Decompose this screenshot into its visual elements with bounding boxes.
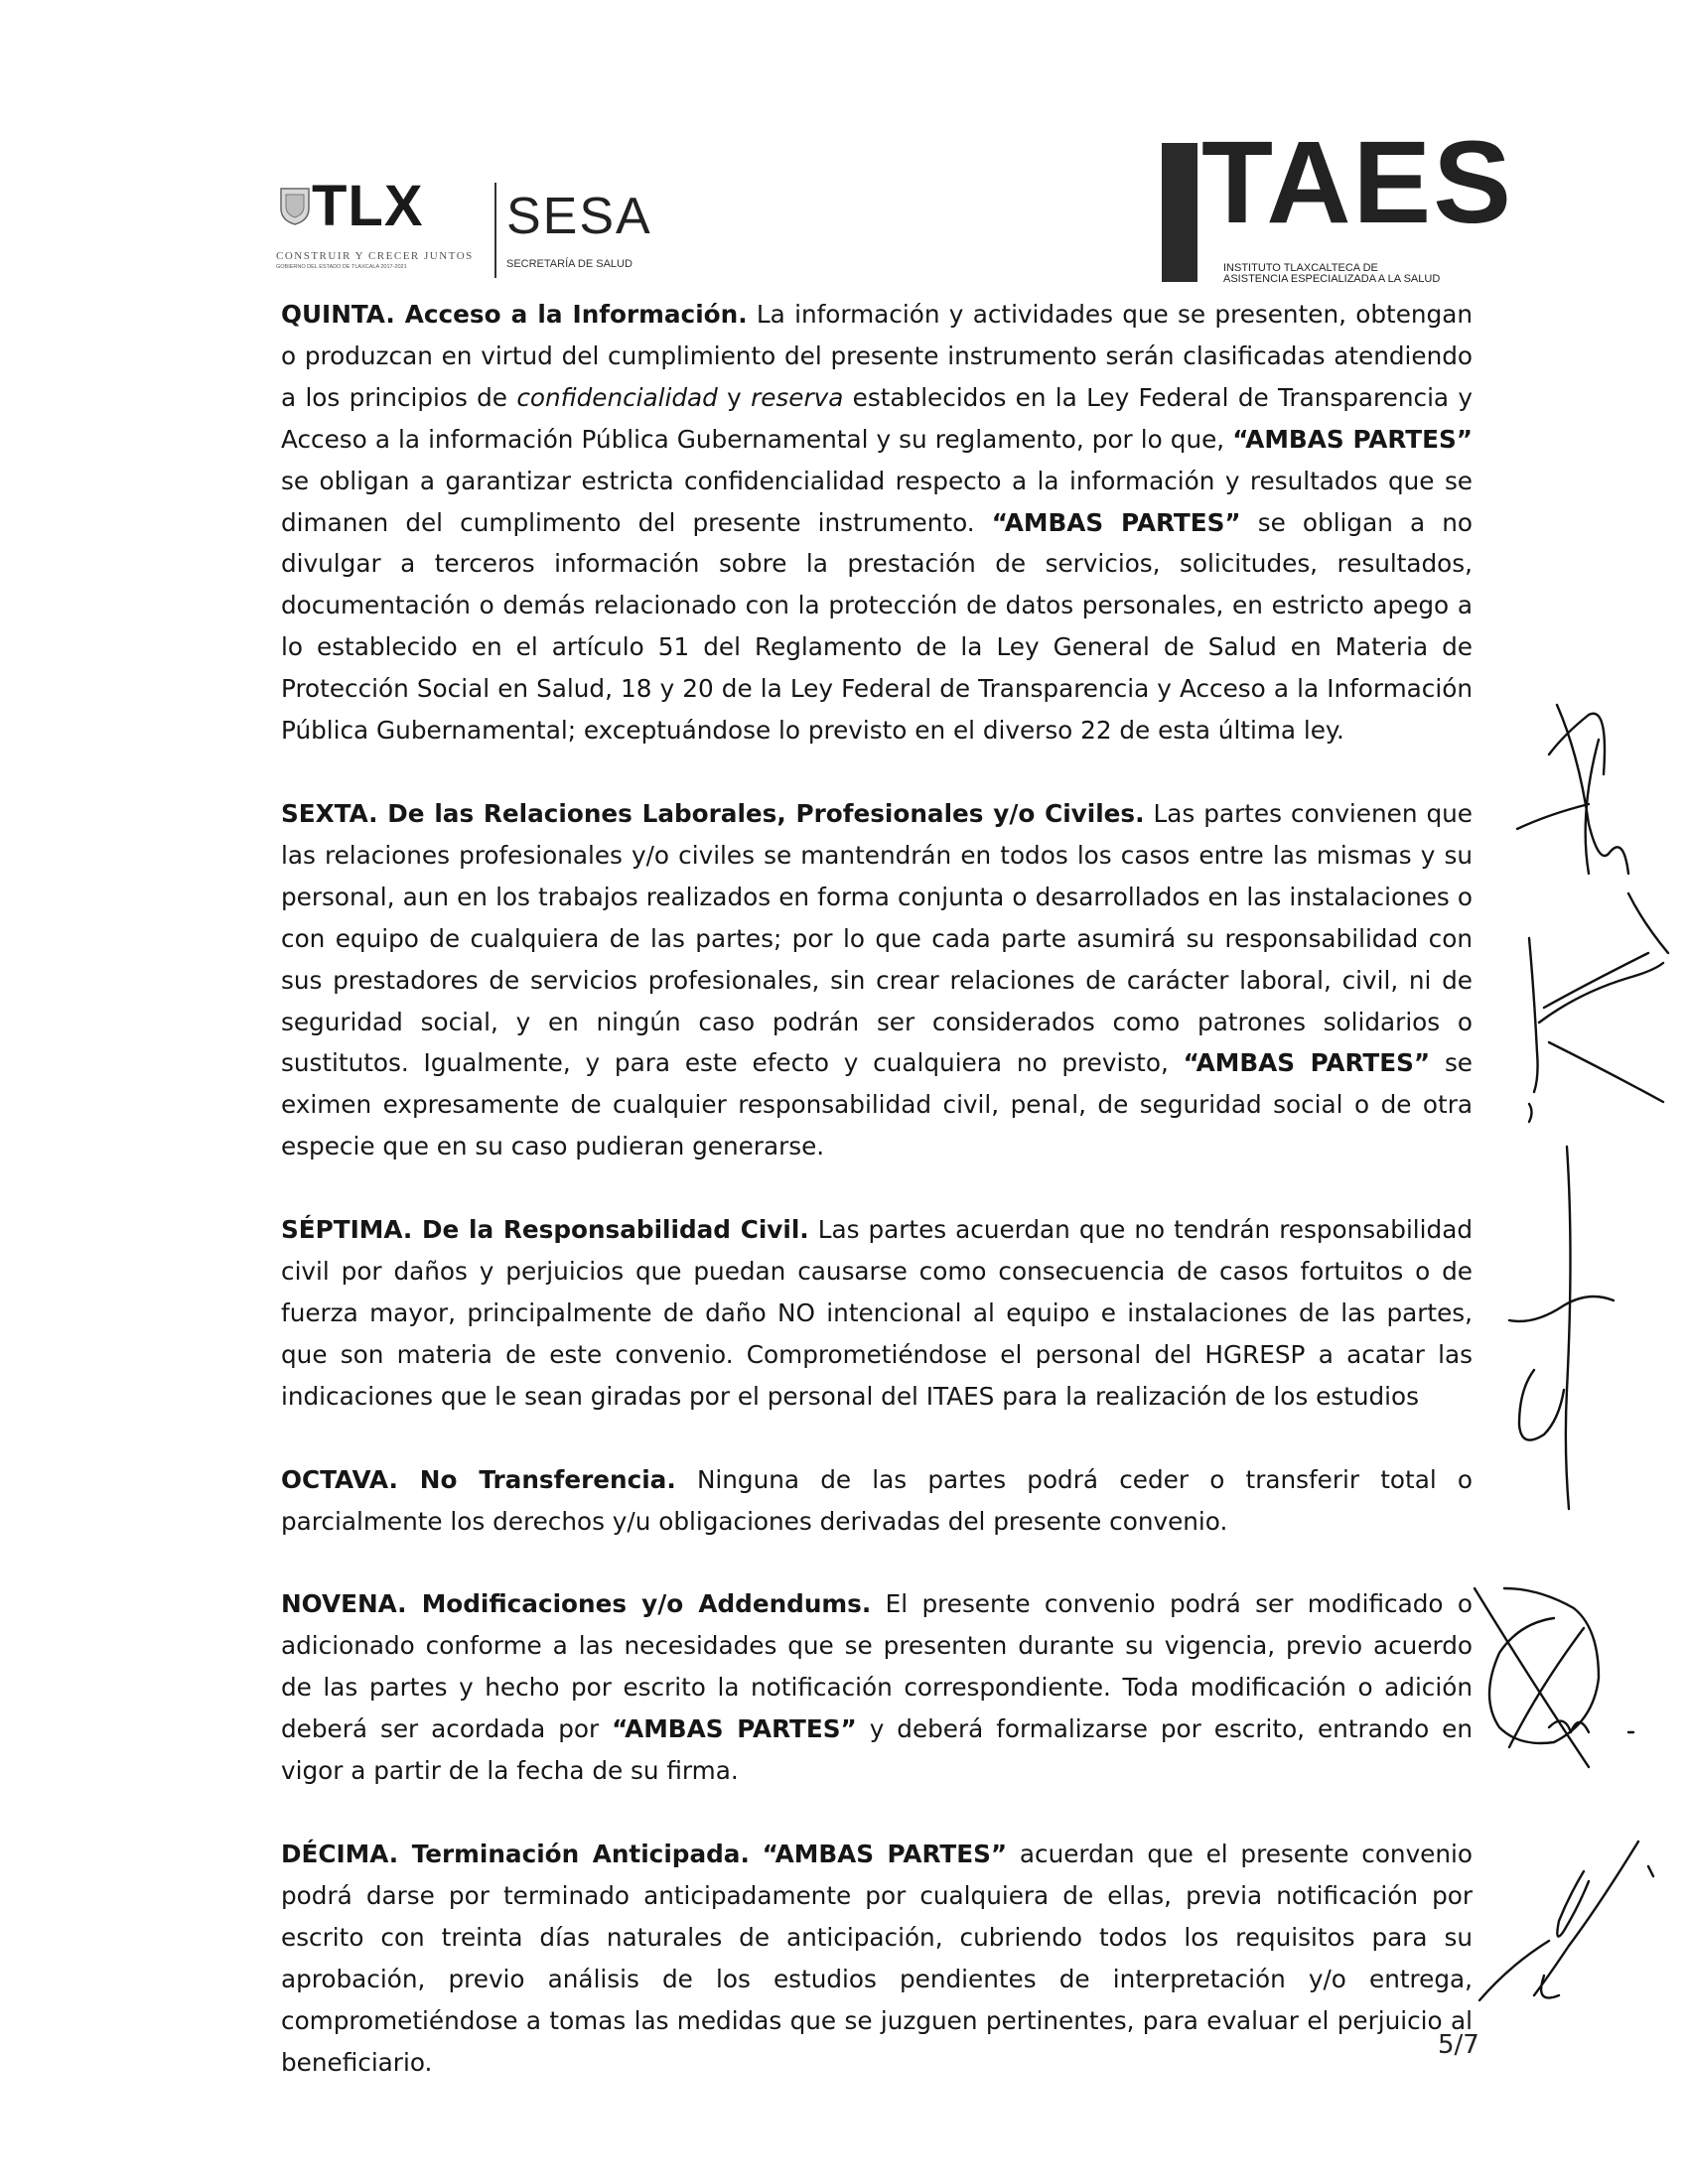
parties-term: “AMBAS PARTES” [1232, 424, 1473, 454]
itaes-logo [1162, 117, 1513, 288]
state-seal-icon [278, 185, 312, 226]
clause-text: y deberá formalizarse por escrito, entrando en vigor a partir de la fecha de su firma. [281, 1714, 1473, 1786]
itaes-logo-subtext-2: ASISTENCIA ESPECIALIZADA A LA SALUD [1223, 273, 1441, 285]
clause-text: acuerdan que el presente convenio podrá darse por terminado anticipadamente por cualquiera de ellas, previa notificación por escrito con treinta días naturales de anticipación, cubriendo todos los requisitos para su aprobación, previo análisis de los estudios pendientes de interpretación y/o entrega, comprometiéndose a tomas las medidas que se juzguen pertinentes, para evaluar el perjuicio al beneficiario. [281, 1840, 1473, 2077]
itaes-logo-word: TAES [1201, 117, 1513, 248]
parties-term: “AMBAS PARTES” [762, 1840, 1008, 1868]
clause-text: se obligan a garantizar estricta confidencialidad respecto a la información y resultados que se dimanen del cumplimento del presente instrumento. [281, 466, 1473, 537]
parties-term: “AMBAS PARTES” [1183, 1048, 1431, 1078]
clause-decima [281, 1834, 1473, 2083]
clause-text: La información y actividades que se presenten, obtengan o produzcan en virtud del cumplimiento del presente instrumento serán clasificadas atendiendo a los principios de [281, 300, 1473, 412]
signature-3 [1509, 1147, 1614, 1509]
sesa-logo-subtext: SECRETARÍA DE SALUD [506, 258, 633, 270]
logo-divider [494, 183, 496, 278]
itaes-logo-bar [1162, 143, 1197, 282]
clause-emphasis: confidencialidad [516, 382, 718, 412]
sesa-logo-word: SESA [506, 188, 652, 245]
clause-heading: SEXTA. De las Relaciones Laborales, Profesionales y/o Civiles. [281, 798, 1145, 828]
clause-octava [281, 1459, 1473, 1543]
parties-term: “AMBAS PARTES” [991, 507, 1241, 537]
tlx-logo-subtext: GOBIERNO DEL ESTADO DE TLAXCALA 2017-2021 [276, 264, 407, 270]
clause-text: Las partes acuerdan que no tendrán responsabilidad civil por daños y perjuicios que puedan causarse como consecuencia de casos fortuitos o de fuerza mayor, principalmente de daño NO intencional al equipo e instalaciones de las partes, que son materia de este convenio. Comprometiéndose el personal del HGRESP a acatar las indicaciones que le sean giradas por el personal del ITAES para la realización de los estudios [281, 1215, 1473, 1411]
clause-text: se eximen expresamente de cualquier responsabilidad civil, penal, de seguridad social o de otra especie que en su caso pudieran generarse. [281, 1048, 1473, 1161]
clause-heading: SÉPTIMA. De la Responsabilidad Civil. [281, 1215, 809, 1245]
signature-5 [1479, 1842, 1653, 2000]
page-number: 5/7 [1438, 2030, 1479, 2060]
clause-text: El presente convenio podrá ser modificado o adicionado conforme a las necesidades que se presenten durante su vigencia, previo acuerdo de las partes y hecho por escrito la notificación correspondiente. Toda modificación o adición deberá ser acordada por [281, 1589, 1473, 1744]
clause-heading: NOVENA. Modificaciones y/o Addendums. [281, 1589, 872, 1619]
clause-heading: OCTAVA. No Transferencia. [281, 1464, 676, 1494]
signature-1 [1517, 705, 1628, 874]
clause-text: establecidos en la Ley Federal de Transparencia y Acceso a la información Pública Gubernamental y su reglamento, por lo que, [281, 382, 1473, 454]
signature-2 [1529, 893, 1668, 1122]
clause-text: Las partes convienen que las relaciones profesionales y/o civiles se mantendrán en todos los casos entre las mismas y su personal, aun en los trabajos realizados en forma conjunta o desarrollados en las instalaciones o con equipo de cualquiera de las partes; por lo que cada parte asumirá su responsabilidad con sus prestadores de servicios profesionales, sin crear relaciones de carácter laboral, civil, ni de seguridad social, y en ningún caso podrán ser considerados como patrones solidarios o sustitutos. Igualmente, y para este efecto y cualquiera no previsto, [281, 798, 1473, 1078]
clause-novena [281, 1583, 1473, 1792]
clause-sexta [281, 793, 1473, 1167]
tlx-logo-word: TLX [312, 174, 424, 238]
clause-heading: QUINTA. Acceso a la Información. [281, 300, 748, 329]
clause-text: se obligan a no divulgar a terceros información sobre la prestación de servicios, solicitudes, resultados, documentación o demás relacionado con la protección de datos personales, en estricto apego a lo establecido en el artículo 51 del Reglamento de la Ley General de Salud en Materia de Protección Social en Salud, 18 y 20 de la Ley Federal de Transparencia y Acceso a la Información Pública Gubernamental; exceptuándose lo previsto en el diverso 22 de esta última ley. [281, 507, 1474, 746]
clause-text: y [717, 382, 752, 412]
tlx-sesa-logo [268, 174, 665, 270]
clause-text: Ninguna de las partes podrá ceder o transferir total o parcialmente los derechos y/u obligaciones derivadas del presente convenio. [281, 1464, 1474, 1536]
clause-septima [281, 1209, 1473, 1418]
document-body [281, 294, 1473, 2124]
clause-heading: DÉCIMA. Terminación Anticipada. [281, 1840, 750, 1868]
page-header [268, 117, 1513, 288]
parties-term: “AMBAS PARTES” [612, 1714, 857, 1744]
tlx-logo-tagline: CONSTRUIR Y CRECER JUNTOS [276, 250, 474, 262]
signature-4 [1475, 1588, 1633, 1767]
clause-emphasis: reserva [751, 382, 844, 412]
clause-quinta [281, 294, 1473, 751]
clause-text [750, 1840, 763, 1868]
itaes-logo-subtext-1: INSTITUTO TLAXCALTECA DE [1223, 262, 1378, 274]
